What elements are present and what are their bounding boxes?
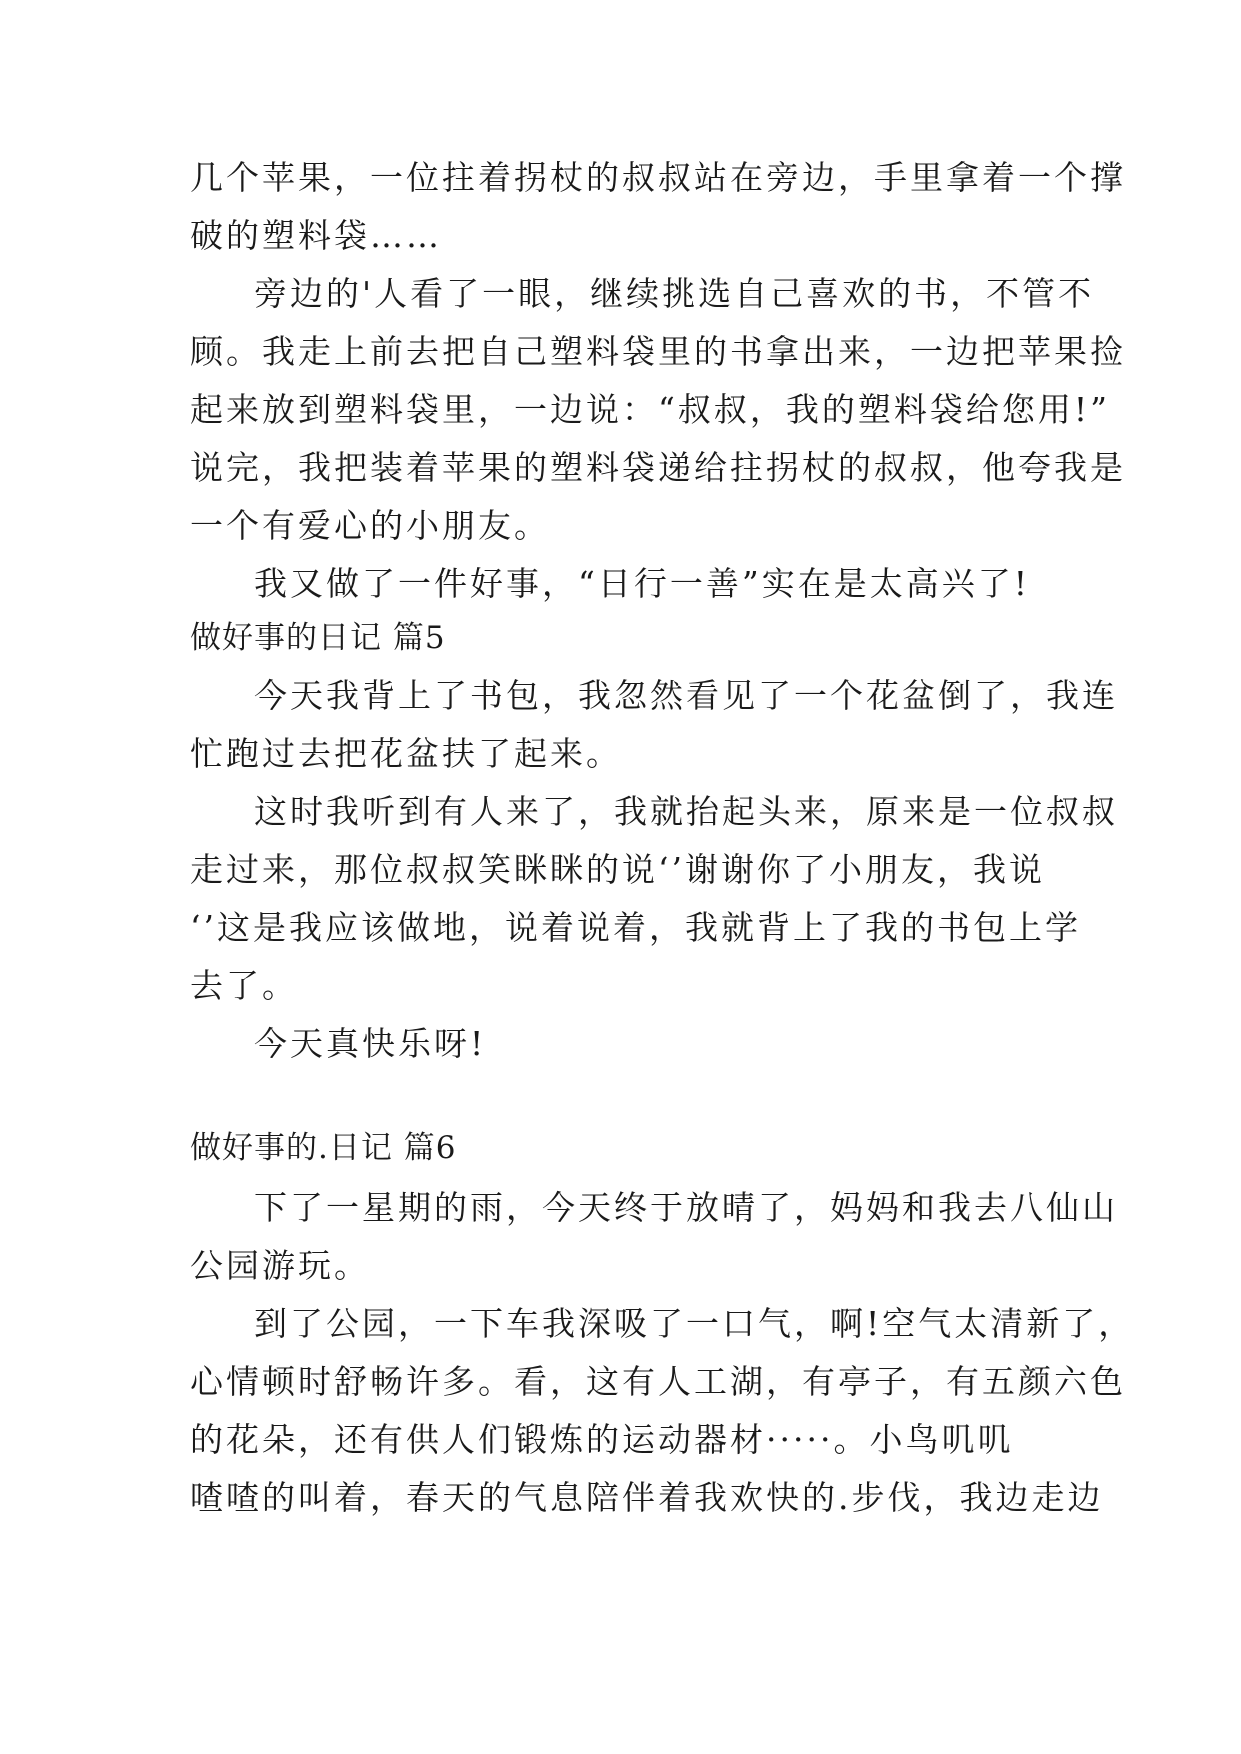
paragraph-line: 说完，我把装着苹果的塑料袋递给拄拐杖的叔叔，他夸我是 xyxy=(190,448,1126,487)
section-title: 做好事的日记 篇5 xyxy=(190,620,446,656)
section-title: 做好事的.日记 篇6 xyxy=(190,1130,457,1166)
paragraph-line: 公园游玩。 xyxy=(190,1246,370,1285)
paragraph-line: 下了一星期的雨，今天终于放晴了，妈妈和我去八仙山 xyxy=(254,1188,1118,1227)
paragraph-line: 这时我听到有人来了，我就抬起头来，原来是一位叔叔 xyxy=(254,792,1118,831)
paragraph-line: 顾。我走上前去把自己塑料袋里的书拿出来，一边把苹果捡 xyxy=(190,332,1126,371)
paragraph-line: 几个苹果，一位拄着拐杖的叔叔站在旁边，手里拿着一个撑 xyxy=(190,158,1126,197)
paragraph-line: 今天我背上了书包，我忽然看见了一个花盆倒了，我连 xyxy=(254,676,1118,715)
paragraph-line: 忙跑过去把花盆扶了起来。 xyxy=(190,734,622,773)
paragraph-line: 走过来，那位叔叔笑眯眯的说‘’谢谢你了小朋友，我说 xyxy=(190,850,1045,889)
paragraph-line: 起来放到塑料袋里，一边说：“叔叔，我的塑料袋给您用!” xyxy=(190,390,1111,429)
paragraph-line: 到了公园，一下车我深吸了一口气，啊!空气太清新了， xyxy=(254,1304,1135,1343)
paragraph-line: 的花朵，还有供人们锻炼的运动器材·····。小鸟叽叽 xyxy=(190,1420,1014,1459)
paragraph-line: ‘’这是我应该做地，说着说着，我就背上了我的书包上学 xyxy=(190,908,1081,947)
paragraph-line: 旁边的'人看了一眼，继续挑选自己喜欢的书，不管不 xyxy=(254,274,1095,313)
paragraph-line: 我又做了一件好事，“日行一善”实在是太高兴了! xyxy=(254,564,1031,603)
paragraph-line: 心情顿时舒畅许多。看，这有人工湖，有亭子，有五颜六色 xyxy=(190,1362,1126,1401)
paragraph-line: 今天真快乐呀! xyxy=(254,1024,487,1063)
paragraph-line: 一个有爱心的小朋友。 xyxy=(190,506,550,545)
paragraph-line: 喳喳的叫着，春天的气息陪伴着我欢快的.步伐，我边走边 xyxy=(190,1478,1104,1517)
paragraph-line: 去了。 xyxy=(190,966,298,1005)
paragraph-line: 破的塑料袋…… xyxy=(190,216,442,255)
